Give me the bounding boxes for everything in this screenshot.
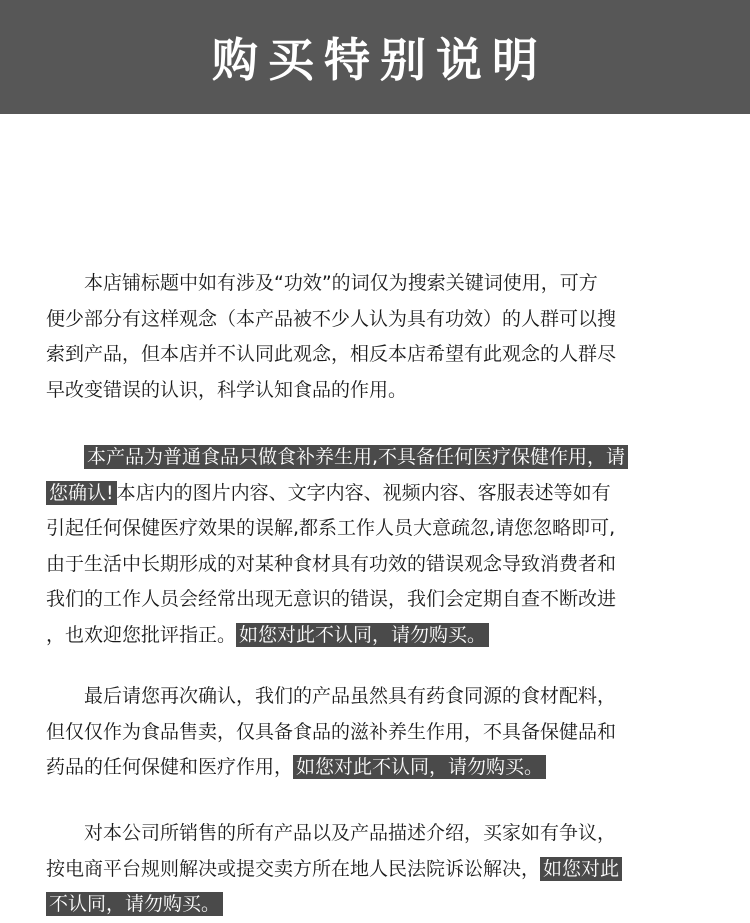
highlighted-text: 如您对此 [540, 857, 622, 881]
text-line [46, 440, 628, 476]
text-line: 本店铺标题中如有涉及“功效”的词仅为搜索关键词使用，可方 [46, 272, 598, 294]
paragraph-final-confirmation [46, 679, 616, 786]
highlighted-text: 如您对此不认同，请勿购买。 [293, 755, 546, 779]
highlighted-text: 您确认! [46, 481, 117, 505]
text-line [46, 618, 628, 654]
text-line: 便少部分有这样观念（本产品被不少人认为具有功效）的人群可以搜 [46, 307, 617, 330]
text-line [46, 852, 622, 888]
page-title: 购买特别说明 [212, 33, 548, 87]
text-line: 最后请您再次确认，我们的产品虽然具有药食同源的食材配料， [46, 685, 617, 707]
paragraph-food-notice [46, 440, 628, 653]
text-line: 早改变错误的认识，科学认知食品的作用。 [46, 378, 408, 401]
text-line: 我们的工作人员会经常出现无意识的错误，我们会定期自查不断改进 [46, 588, 617, 610]
paragraph-dispute-resolution [46, 816, 622, 923]
text-line: 由于生活中长期形成的对某种食材具有功效的错误观念导致消费者和 [46, 552, 617, 575]
text-line [46, 887, 622, 923]
indent [46, 446, 84, 468]
text-line: 索到产品，但本店并不认同此观念，相反本店希望有此观念的人群尽 [46, 343, 617, 365]
text-line: 引起任何保健医疗效果的误解,都系工作人员大意疏忽,请您忽略即可, [46, 517, 616, 539]
highlighted-text: 本产品为普通食品只做食补养生用,不具备任何医疗保健作用，请 [84, 445, 628, 469]
plain-text: 按电商平台规则解决或提交卖方所在地人民法院诉讼解决， [46, 857, 541, 880]
header-banner [0, 0, 750, 114]
text-line [46, 476, 628, 512]
paragraph-keyword-disclaimer [46, 266, 616, 408]
plain-text: ，也欢迎您批评指正。 [46, 623, 237, 646]
plain-text: 药品的任何保健和医疗作用， [46, 756, 294, 778]
highlighted-text: 不认同，请勿购买。 [46, 892, 223, 916]
text-line: 但仅仅作为食品售卖，仅具备食品的滋补养生作用，不具备保健品和 [46, 720, 617, 743]
plain-text: 本店内的图片内容、文字内容、视频内容、客服表述等如有 [116, 481, 611, 504]
text-line: 对本公司所销售的所有产品以及产品描述介绍，买家如有争议， [46, 822, 617, 844]
highlighted-text: 如您对此不认同，请勿购买。 [236, 623, 489, 647]
text-line [46, 750, 616, 786]
